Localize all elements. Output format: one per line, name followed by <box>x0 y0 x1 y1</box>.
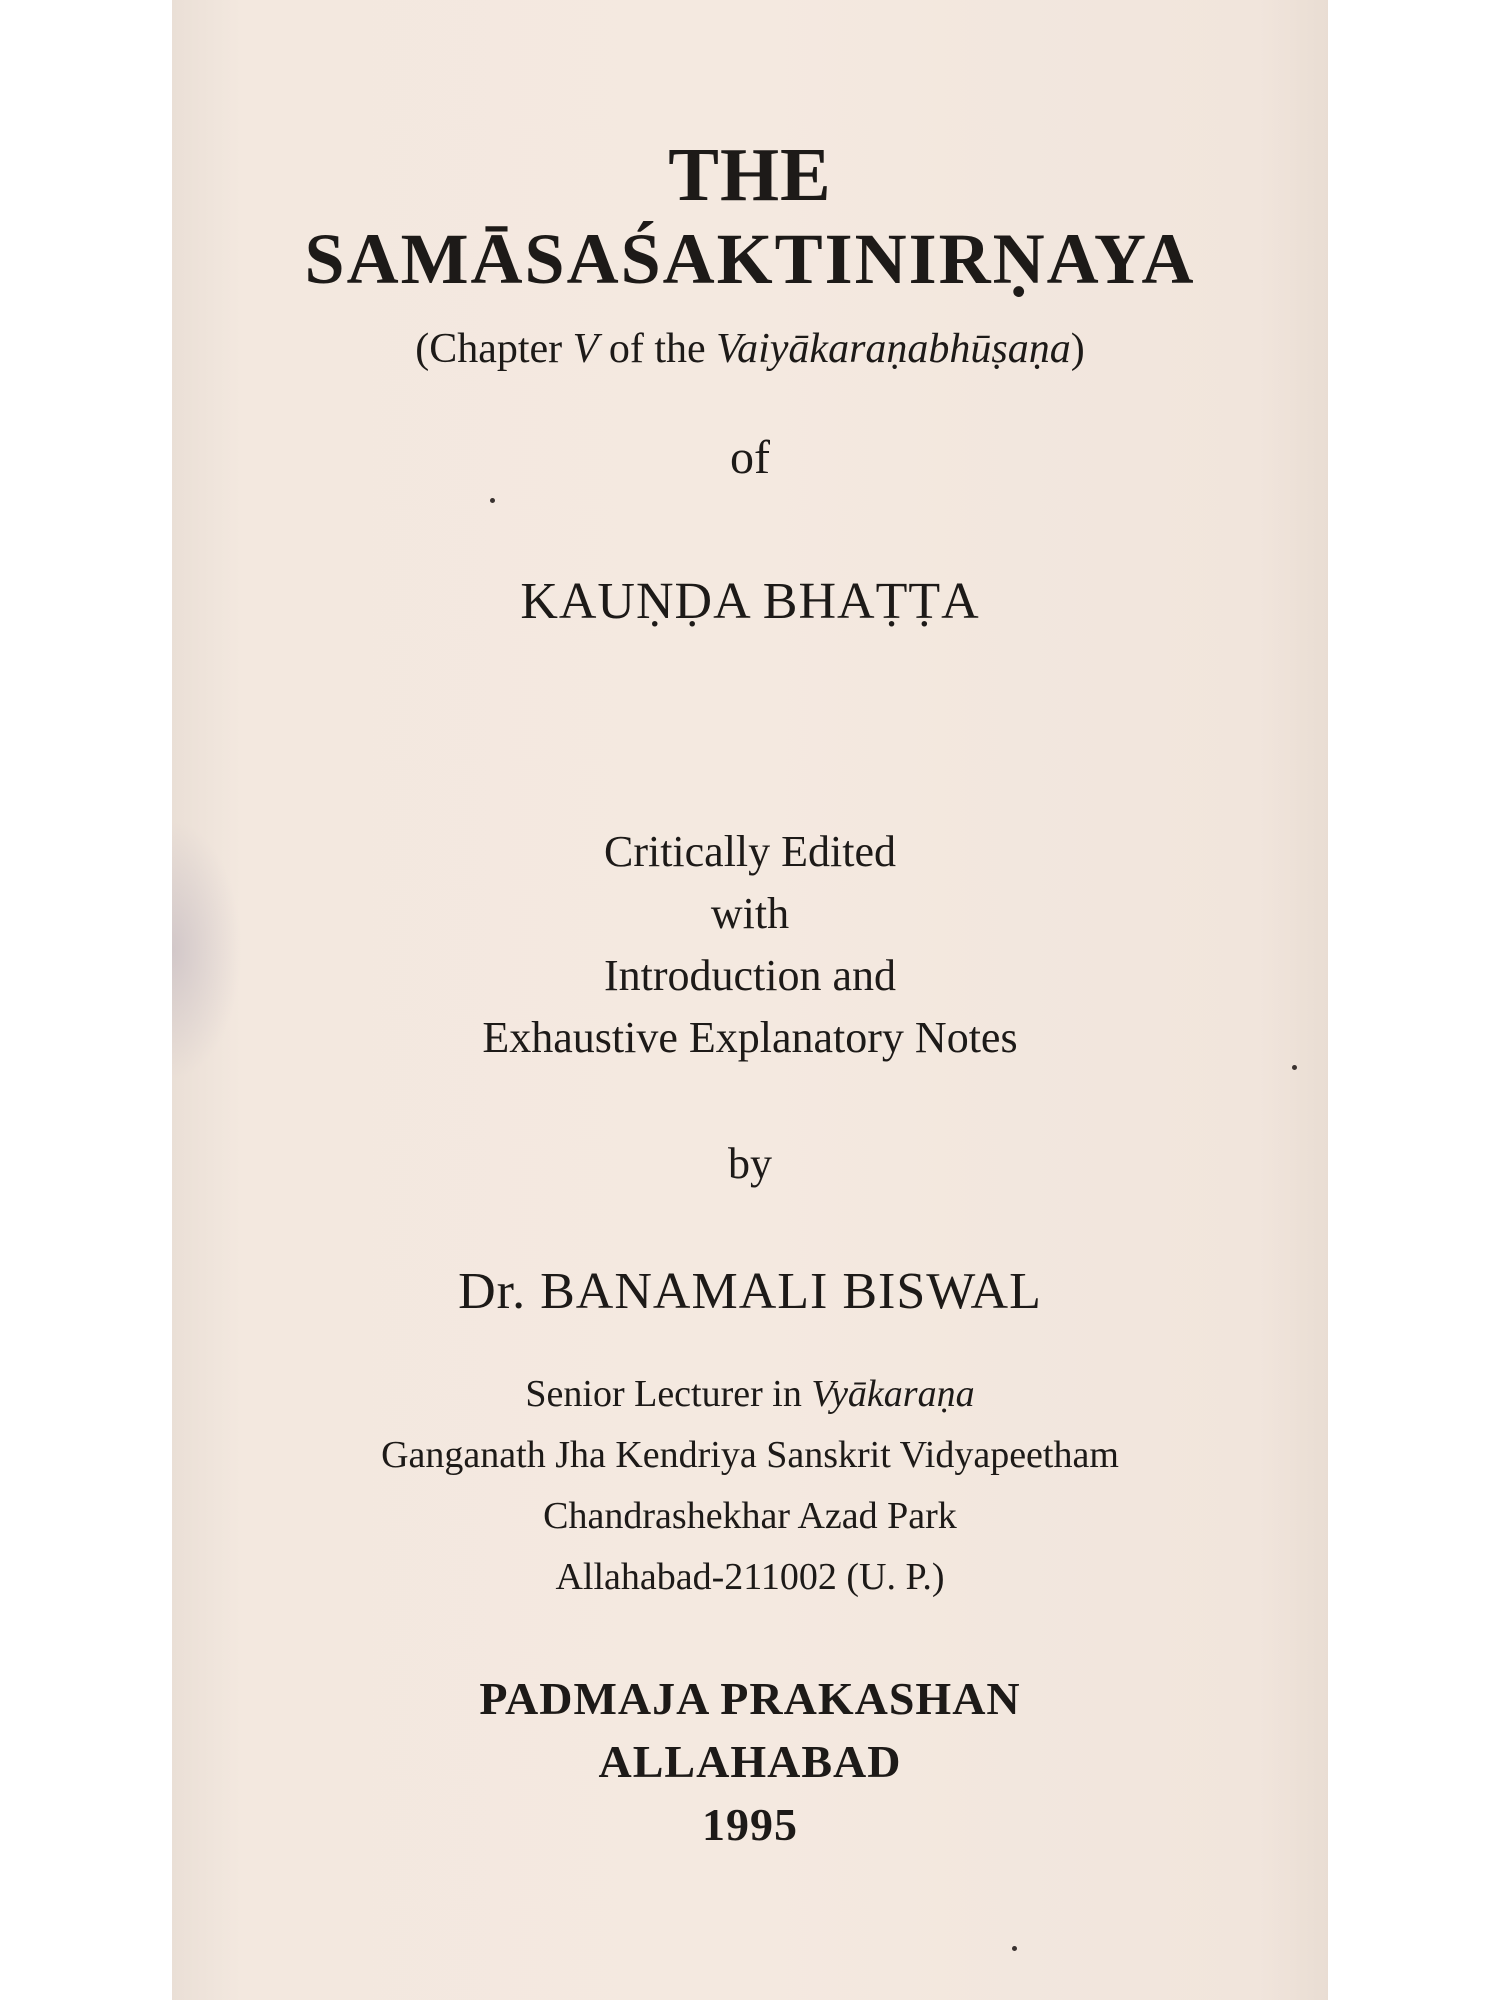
editor-institute: Ganganath Jha Kendriya Sanskrit Vidyapeetham <box>381 1434 1119 1476</box>
edition-line-1: Critically Edited <box>603 827 897 876</box>
subtitle-middle: of the <box>598 326 717 372</box>
edition-line-4: Exhaustive Explanatory Notes <box>482 1013 1018 1062</box>
publisher-name: PADMAJA PRAKASHAN <box>479 1673 1021 1724</box>
subtitle-suffix: ) <box>1070 326 1085 372</box>
editor-name: Dr. BANAMALI BISWAL <box>458 1263 1042 1320</box>
ink-speck <box>1292 1065 1297 1070</box>
editor-position <box>172 1372 1328 1416</box>
edition-line-3: Introduction and <box>603 951 897 1000</box>
ink-speck <box>490 498 495 503</box>
subtitle-prefix: (Chapter <box>415 326 573 372</box>
subtitle-work: Vaiyākaraṇabhūṣaṇa <box>716 326 1071 372</box>
subtitle <box>172 325 1328 373</box>
by-text: by <box>728 1139 772 1188</box>
publisher-city: ALLAHABAD <box>598 1736 902 1787</box>
publication-year: 1995 <box>702 1799 798 1850</box>
ink-speck <box>1012 1946 1017 1951</box>
of-text: of <box>730 431 770 484</box>
book-title: SAMĀSAŚAKTINIRṆAYA <box>304 219 1196 299</box>
title-page <box>172 0 1328 2000</box>
edition-line-2: with <box>710 889 790 938</box>
position-subject: Vyākaraṇa <box>811 1373 975 1415</box>
editor-city: Allahabad-211002 (U. P.) <box>555 1556 945 1598</box>
author-name: KAUṆḌA BHAṬṬA <box>520 573 980 630</box>
position-prefix: Senior Lecturer in <box>525 1373 812 1415</box>
editor-address: Chandrashekhar Azad Park <box>543 1495 957 1537</box>
subtitle-chapter: V <box>572 326 599 372</box>
title-the: THE <box>668 133 832 217</box>
